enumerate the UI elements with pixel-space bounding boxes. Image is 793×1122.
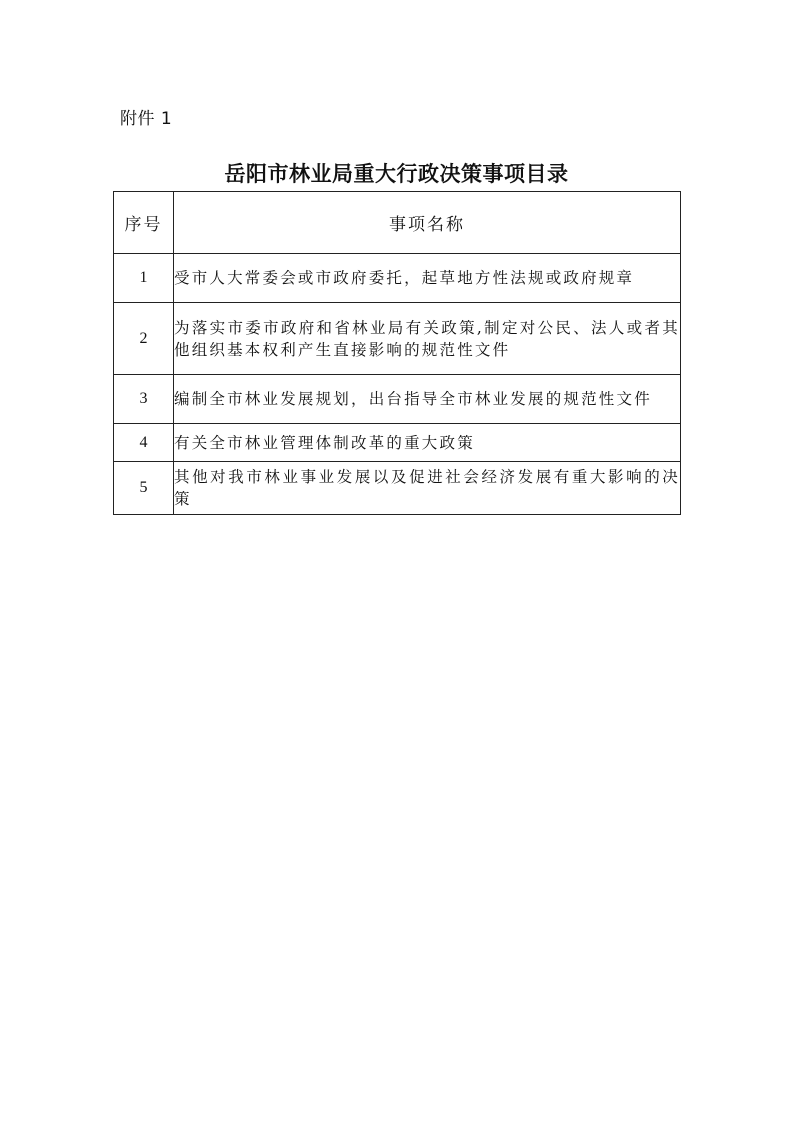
row-item-name: 受市人大常委会或市政府委托，起草地方性法规或政府规章 bbox=[174, 254, 681, 303]
decision-items-table bbox=[113, 191, 681, 515]
header-number: 序号 bbox=[114, 192, 174, 254]
row-number: 2 bbox=[114, 303, 174, 375]
document-title: 岳阳市林业局重大行政决策事项目录 bbox=[224, 161, 569, 186]
row-item-name: 编制全市林业发展规划，出台指导全市林业发展的规范性文件 bbox=[174, 375, 681, 424]
table-header-row bbox=[114, 192, 681, 254]
table-row bbox=[114, 375, 681, 424]
row-number: 1 bbox=[114, 254, 174, 303]
table-row bbox=[114, 424, 681, 462]
row-number: 5 bbox=[114, 462, 174, 515]
table-row bbox=[114, 462, 681, 515]
attachment-label: 附件 1 bbox=[120, 109, 173, 129]
row-number: 3 bbox=[114, 375, 174, 424]
row-number: 4 bbox=[114, 424, 174, 462]
table-row bbox=[114, 254, 681, 303]
header-item-name: 事项名称 bbox=[174, 192, 681, 254]
table-row bbox=[114, 303, 681, 375]
row-item-name: 其他对我市林业事业发展以及促进社会经济发展有重大影响的决策 bbox=[174, 462, 681, 515]
row-item-name: 有关全市林业管理体制改革的重大政策 bbox=[174, 424, 681, 462]
row-item-name: 为落实市委市政府和省林业局有关政策,制定对公民、法人或者其他组织基本权利产生直接影响的规范性文件 bbox=[174, 303, 681, 375]
